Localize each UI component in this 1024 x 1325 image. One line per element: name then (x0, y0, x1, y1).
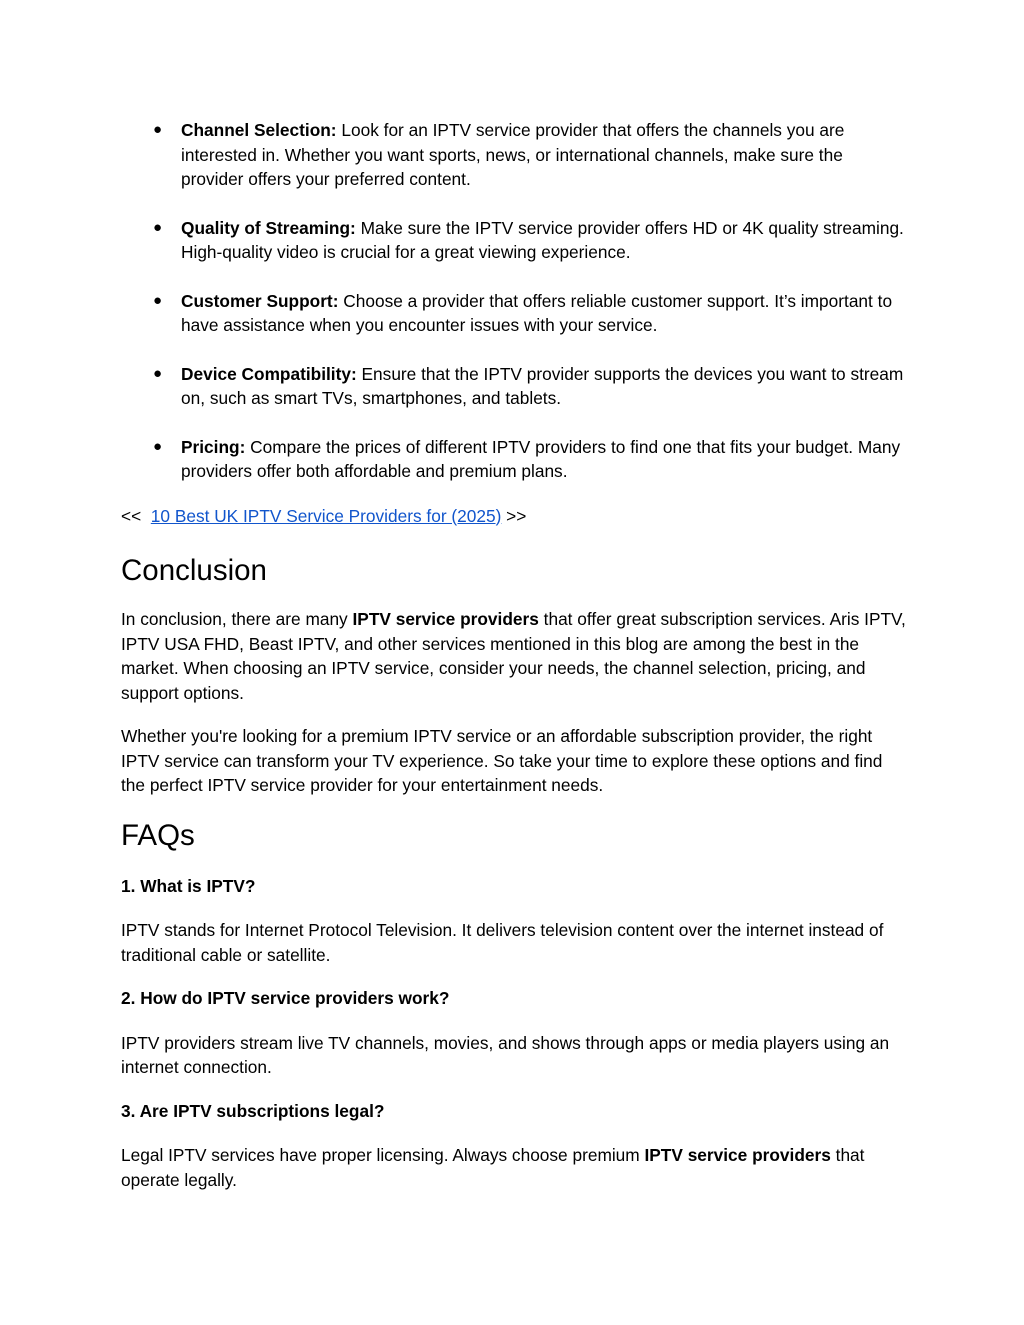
bullet-dot-icon: ● (153, 121, 163, 138)
faq-answer (121, 1143, 911, 1192)
bullet-body: Compare the prices of different IPTV providers to find one that fits your budget. Many providers offer both affordable and premium plans. (181, 436, 901, 481)
link-suffix: >> (501, 505, 527, 526)
bullet-label: Quality of Streaming: (181, 217, 356, 238)
bullet-text (181, 118, 906, 192)
faq-answer-text: that operate legally. (121, 1145, 865, 1190)
bullet-label: Pricing: (181, 436, 246, 457)
faq-question: 2. How do IPTV service providers work? (121, 988, 450, 1008)
faq-answer-text: IPTV stands for Internet Protocol Television. It delivers television content over the internet instead of traditional cable or satellite. (121, 920, 884, 965)
conclusion-paragraph-2: Whether you're looking for a premium IPTV service or an affordable subscription provider, the right IPTV service can transform your TV experience. So take your time to explore these options and find the perfect IPTV service provider for your entertainment needs. (121, 726, 883, 795)
bullet-body: Make sure the IPTV service provider offers HD or 4K quality streaming. High-quality video is crucial for a great viewing experience. (181, 217, 904, 262)
bullet-customer-support (121, 289, 911, 338)
document-page (121, 118, 911, 1211)
bullet-text (181, 362, 906, 411)
faq-answer-text: Legal IPTV services have proper licensing. Always choose premium (121, 1145, 645, 1165)
related-article-link[interactable]: 10 Best UK IPTV Service Providers for (2025) (150, 505, 502, 526)
bullet-text (181, 289, 906, 338)
faqs-heading: FAQs (121, 818, 195, 852)
bullet-dot-icon: ● (153, 218, 163, 236)
conclusion-text: In conclusion, there are many (121, 609, 353, 629)
bullet-text (181, 435, 906, 484)
bullet-dot-icon: ● (153, 364, 163, 382)
bullet-dot-icon: ● (153, 291, 163, 309)
bullet-pricing (121, 435, 911, 484)
bullet-label: Device Compatibility: (181, 363, 357, 384)
faq-answer-bold: IPTV service providers (644, 1145, 831, 1165)
faq-answer-text: IPTV providers stream live TV channels, movies, and shows through apps or media players using an internet connection. (121, 1032, 890, 1077)
faq-answer (121, 918, 911, 967)
bullet-body: Choose a provider that offers reliable customer support. It’s important to have assistance when you encounter issues with your service. (181, 290, 893, 335)
faq-question: 3. Are IPTV subscriptions legal? (121, 1100, 385, 1121)
faq-question: 1. What is IPTV? (121, 875, 256, 896)
conclusion-bold-phrase: IPTV service providers (352, 609, 539, 629)
tips-bullet-list (121, 118, 911, 484)
bullet-text (181, 216, 906, 265)
bullet-body: Look for an IPTV service provider that offers the channels you are interested in. Whether you want sports, news, or international channels, make sure the provider offers your preferred content. (181, 120, 845, 189)
bullet-label: Channel Selection: (181, 120, 337, 140)
conclusion-heading: Conclusion (121, 554, 267, 587)
bullet-quality-of-streaming (121, 216, 911, 265)
bullet-label: Customer Support: (181, 290, 339, 311)
bullet-body: Ensure that the IPTV provider supports the devices you want to stream on, such as smart TVs, smartphones, and tablets. (181, 363, 904, 408)
conclusion-paragraph-1 (121, 607, 911, 705)
faq-answer (121, 1031, 911, 1080)
related-article-line (121, 504, 911, 529)
bullet-channel-selection (121, 118, 911, 192)
conclusion-text: that offer great subscription services. Aris IPTV, IPTV USA FHD, Beast IPTV, and other services mentioned in this blog are among the best in the market. When choosing an IPTV service, consider your needs, the channel selection, pricing, and support options. (121, 609, 906, 703)
bullet-device-compatibility (121, 362, 911, 411)
link-prefix: << (121, 505, 151, 526)
bullet-dot-icon: ● (153, 437, 163, 455)
